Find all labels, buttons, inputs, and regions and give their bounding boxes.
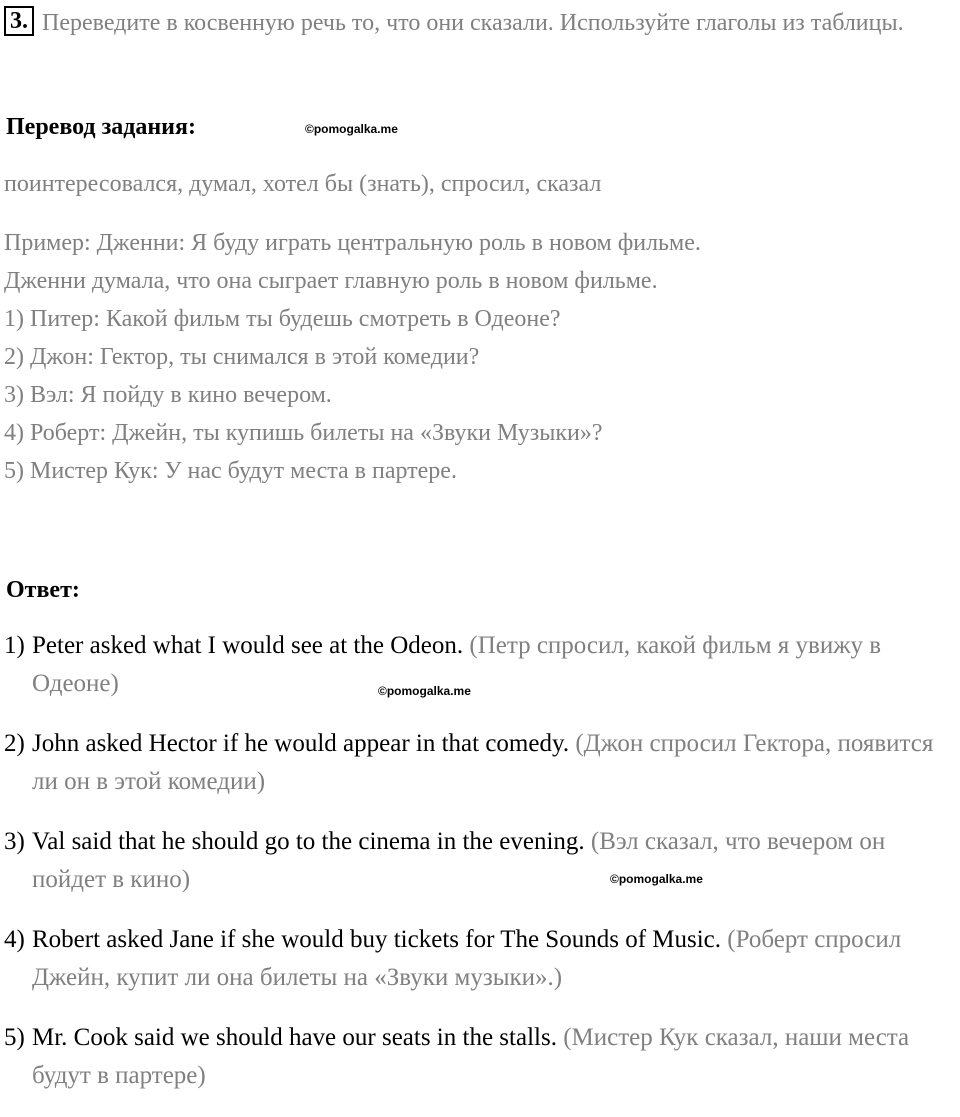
answer-number: 3) bbox=[4, 828, 25, 855]
answer-russian: (Петр спросил, какой фильм я увижу в Одеоне) bbox=[32, 632, 882, 697]
answer-number: 2) bbox=[4, 730, 25, 757]
translation-line: Дженни думала, что она сыграет главную роль в новом фильме. bbox=[4, 268, 658, 294]
watermark: ©pomogalka.me bbox=[305, 122, 398, 136]
translation-line: 3) Вэл: Я пойду в кино вечером. bbox=[4, 382, 332, 408]
answer-russian: (Вэл сказал, что вечером он пойдет в кино) bbox=[32, 828, 886, 893]
translation-verbs: поинтересовался, думал, хотел бы (знать), спросил, сказал bbox=[4, 171, 602, 197]
task-instruction: Переведите в косвенную речь то, что они сказали. Используйте глаголы из таблицы. bbox=[42, 10, 904, 36]
answer-russian: (Джон спросил Гектора, появится ли он в этой комедии) bbox=[32, 730, 934, 795]
answer-item bbox=[4, 921, 956, 997]
translation-line: 2) Джон: Гектор, ты снимался в этой комедии? bbox=[4, 344, 480, 370]
task-number: 3. bbox=[4, 6, 34, 36]
translation-title: Перевод задания: bbox=[6, 114, 196, 140]
answer-item bbox=[4, 1019, 956, 1095]
translation-line: 4) Роберт: Джейн, ты купишь билеты на «Звуки Музыки»? bbox=[4, 420, 603, 446]
answer-english: Peter asked what I would see at the Odeon. bbox=[32, 632, 464, 659]
answer-russian: (Мистер Кук сказал, наши места будут в партере) bbox=[32, 1024, 910, 1089]
answer-list bbox=[4, 627, 956, 1117]
answer-title: Ответ: bbox=[6, 577, 80, 603]
answer-item bbox=[4, 725, 956, 801]
answer-number: 4) bbox=[4, 926, 25, 953]
answer-english: Mr. Cook said we should have our seats in the stalls. bbox=[32, 1024, 557, 1051]
answer-number: 1) bbox=[4, 632, 25, 659]
answer-item bbox=[4, 627, 956, 703]
translation-line: Пример: Дженни: Я буду играть центральную роль в новом фильме. bbox=[4, 230, 701, 256]
watermark: ©pomogalka.me bbox=[378, 684, 471, 698]
translation-line: 5) Мистер Кук: У нас будут места в партере. bbox=[4, 458, 457, 484]
answer-russian: (Роберт спросил Джейн, купит ли она билеты на «Звуки музыки».) bbox=[32, 926, 902, 991]
watermark: ©pomogalka.me bbox=[610, 872, 703, 886]
answer-english: John asked Hector if he would appear in that comedy. bbox=[32, 730, 570, 757]
translation-line: 1) Питер: Какой фильм ты будешь смотреть в Одеоне? bbox=[4, 306, 561, 332]
task-header bbox=[4, 4, 954, 42]
answer-english: Val said that he should go to the cinema in the evening. bbox=[32, 828, 585, 855]
answer-english: Robert asked Jane if she would buy tickets for The Sounds of Music. bbox=[32, 926, 722, 953]
answer-number: 5) bbox=[4, 1024, 25, 1051]
answer-item bbox=[4, 823, 956, 899]
